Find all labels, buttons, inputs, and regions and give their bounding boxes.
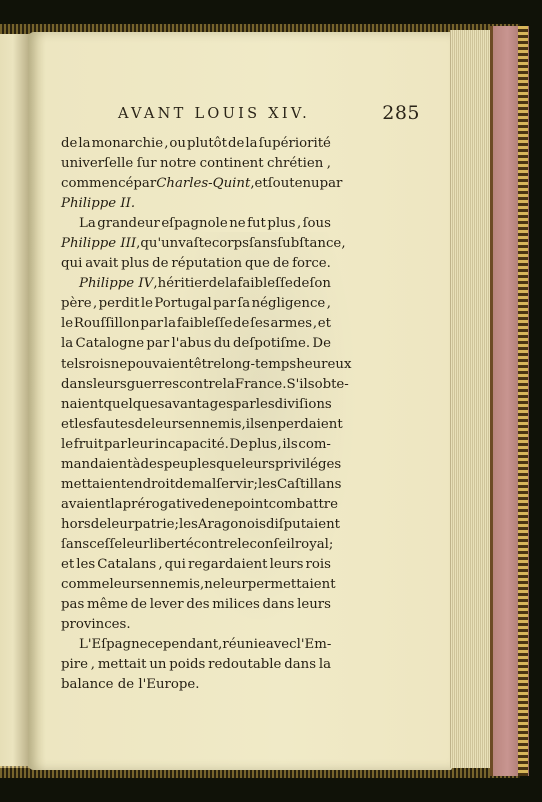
word: par — [232, 396, 256, 412]
word: liberté — [149, 536, 194, 552]
word: leurs — [109, 577, 144, 593]
word: combattre — [268, 496, 339, 512]
word: ils — [245, 416, 262, 432]
word: leurs — [297, 597, 331, 613]
word: regardaient — [188, 556, 268, 572]
word: à — [132, 456, 141, 472]
text-line — [61, 274, 331, 294]
word: , — [312, 316, 318, 332]
word: milices — [212, 597, 260, 613]
word: qui — [61, 256, 83, 272]
word: ſubſtance — [277, 236, 342, 252]
word: en — [126, 476, 143, 492]
word: ſervir — [216, 476, 254, 492]
word: droit — [142, 476, 176, 492]
text-line — [61, 355, 352, 375]
word: leurs — [269, 556, 304, 572]
word: qui — [164, 556, 186, 572]
word: diſputaient — [265, 516, 341, 532]
word: avaient — [61, 496, 111, 512]
word: monarchie — [91, 136, 164, 151]
word: par — [103, 436, 127, 452]
word: plutôt — [187, 136, 228, 151]
word: ſa — [237, 296, 251, 312]
italic-name: Charles-Quint — [156, 176, 251, 192]
word: eſpagnole — [161, 216, 228, 232]
word: Portugal — [154, 296, 212, 312]
word: prérogative — [122, 496, 202, 512]
word: la — [318, 657, 331, 673]
word: , — [250, 176, 255, 192]
word: conſeil — [249, 536, 295, 552]
text-line — [61, 575, 336, 595]
word: lever — [149, 597, 184, 613]
word: , — [277, 436, 282, 452]
word: leur — [107, 516, 135, 532]
word: leur — [122, 536, 150, 552]
italic-name: Philippe IV — [79, 276, 154, 292]
word: père — [61, 296, 92, 312]
word: et — [254, 176, 268, 192]
text-line — [61, 254, 331, 274]
text-line — [61, 415, 343, 435]
word: ſans — [61, 536, 90, 552]
word: avantages — [164, 396, 233, 412]
word: priviléges — [274, 456, 342, 472]
word: faibleſſe — [237, 276, 293, 292]
word: point — [233, 496, 269, 512]
word: le — [140, 296, 153, 312]
word: Catalogne — [75, 336, 145, 352]
word: dans — [262, 597, 295, 613]
word: tels — [61, 356, 86, 372]
text-line — [61, 194, 331, 214]
word: ne — [229, 216, 246, 232]
word: Rouſſillon — [73, 316, 140, 332]
word: plus — [267, 216, 296, 232]
word: l'Em- — [296, 637, 332, 653]
word: avait — [85, 256, 119, 272]
word: mettaient — [61, 476, 127, 492]
word: long-temps — [221, 356, 297, 372]
word: ennemis — [184, 416, 242, 432]
word: ceſſe — [89, 536, 123, 552]
word: Catalans — [97, 556, 157, 572]
word: mandaient — [61, 456, 133, 472]
body-text — [61, 134, 352, 695]
word: chrétien — [267, 156, 324, 172]
word: force. — [292, 256, 331, 272]
word: et — [61, 416, 75, 432]
word: , — [164, 136, 169, 151]
word: leur — [127, 436, 155, 452]
text-line — [61, 334, 331, 354]
word: la — [78, 136, 91, 151]
word: de — [272, 256, 290, 272]
word: fruit — [73, 436, 104, 452]
word: com- — [298, 436, 331, 452]
word: continent — [199, 156, 264, 172]
word: leurs — [151, 416, 185, 432]
text-line — [61, 154, 331, 174]
word: la — [163, 316, 177, 332]
word: leurs — [241, 456, 275, 472]
word: des — [186, 597, 210, 613]
word: grandeur — [97, 216, 160, 232]
word: la — [225, 276, 238, 292]
word: incapacité. — [155, 436, 229, 452]
word: par — [133, 176, 157, 192]
word: , — [218, 637, 223, 653]
word: armes — [270, 316, 313, 332]
text-line — [61, 595, 331, 615]
word: ſon — [309, 276, 331, 292]
word: de — [175, 476, 192, 492]
word: et — [317, 316, 331, 332]
word: De — [229, 436, 249, 452]
page-fore-edge — [450, 30, 493, 768]
word: poids — [169, 657, 206, 673]
text-line — [61, 134, 331, 154]
word: des — [140, 456, 164, 472]
word: réputation — [171, 256, 243, 272]
text-line — [61, 615, 331, 635]
word: diviſions — [274, 396, 332, 412]
text-line — [61, 455, 342, 475]
text-line — [61, 635, 331, 655]
word: par — [319, 176, 343, 192]
word: de — [201, 496, 218, 512]
word: , — [296, 216, 302, 232]
word: la — [110, 496, 123, 512]
word: l'abus — [171, 336, 212, 352]
page-header — [118, 104, 418, 128]
word: la — [222, 376, 235, 392]
text-line — [61, 655, 331, 675]
word: les — [258, 476, 277, 492]
word: fautes — [93, 416, 135, 432]
word: de — [208, 276, 226, 292]
text-line — [61, 675, 331, 695]
word: par — [213, 296, 236, 312]
word: heureux — [296, 356, 352, 372]
word: mettait — [97, 657, 147, 673]
word: notre — [160, 156, 197, 172]
word: perdit — [98, 296, 140, 312]
text-line — [61, 435, 331, 455]
word: cependant — [147, 637, 219, 653]
word: ne — [217, 496, 234, 512]
italic-name: Philippe II. — [61, 196, 136, 212]
text-line — [61, 174, 343, 194]
word: que — [244, 256, 270, 272]
word: hors — [61, 516, 91, 532]
text-line — [61, 214, 331, 234]
word: de — [61, 136, 78, 151]
word: que — [216, 456, 242, 472]
word: , — [158, 556, 163, 572]
italic-name: Philippe III — [61, 236, 137, 252]
word: , — [326, 156, 331, 172]
word: leurs — [92, 376, 127, 392]
word: réunie — [222, 637, 266, 653]
word: ; — [328, 536, 334, 552]
word: ne — [204, 577, 221, 593]
word: , — [241, 416, 246, 432]
word: en — [261, 416, 278, 432]
word: le — [61, 436, 74, 452]
word: ne — [110, 356, 128, 372]
word: ſupériorité — [258, 136, 331, 151]
word: mal — [191, 476, 217, 492]
text-line — [61, 395, 331, 415]
word: , — [153, 276, 158, 292]
word: négligence — [251, 296, 326, 312]
running-title: AVANT LOUIS XIV. — [118, 106, 311, 122]
word: les — [178, 516, 198, 532]
word: dans — [284, 657, 317, 673]
word: fut — [247, 216, 266, 232]
word: , — [90, 657, 96, 673]
word: par — [140, 316, 164, 332]
line-text: provinces. — [61, 617, 131, 633]
word: corps — [211, 236, 249, 252]
word: pas — [61, 597, 85, 613]
word: naient — [61, 396, 104, 412]
word: rois — [305, 556, 331, 572]
word: la — [61, 336, 74, 352]
word: de — [233, 316, 250, 332]
word: pouvaient — [127, 356, 194, 372]
word: , — [341, 236, 346, 252]
word: de — [152, 256, 169, 272]
word: vaſte — [178, 236, 212, 252]
word: De — [312, 336, 331, 352]
word: un — [149, 657, 167, 673]
word: du — [213, 336, 231, 352]
word: par — [146, 336, 170, 352]
word: univerſelle — [61, 156, 134, 172]
facing-page-edge — [0, 34, 30, 768]
word: leur — [220, 577, 248, 593]
word: guerres — [126, 376, 180, 392]
text-line — [61, 234, 346, 254]
text-line — [61, 294, 331, 314]
word: L'Eſpagne — [79, 637, 148, 653]
word: plus — [248, 436, 277, 452]
text-line — [61, 375, 349, 395]
word: ou — [169, 136, 186, 151]
word: contre — [193, 536, 238, 552]
word: quelques — [103, 396, 165, 412]
word: , — [93, 296, 98, 312]
page-number: 285 — [382, 102, 420, 124]
word: ; — [253, 476, 258, 492]
word: , — [326, 296, 331, 312]
word: et — [61, 556, 75, 572]
word: contre — [179, 376, 223, 392]
word: de — [292, 276, 310, 292]
text-line — [61, 495, 339, 515]
word: , — [136, 236, 141, 252]
word: le — [61, 316, 74, 332]
word: obte- — [314, 376, 349, 392]
word: Caſtillans — [276, 476, 342, 492]
word: la — [245, 136, 258, 151]
word: S'ils — [286, 376, 315, 392]
text-line — [61, 515, 341, 535]
text-line — [61, 314, 331, 334]
word: La — [79, 216, 96, 232]
word: ennemis — [143, 577, 200, 593]
word: rois — [85, 356, 111, 372]
word: même — [86, 597, 128, 613]
word: faibleſſe — [176, 316, 233, 332]
word: redoutable — [208, 657, 282, 673]
word: être — [193, 356, 222, 372]
word: de — [134, 416, 152, 432]
word: pire — [61, 657, 88, 673]
gilt-trim — [518, 26, 528, 776]
text-line — [61, 555, 331, 575]
word: le — [237, 536, 250, 552]
word: ſes — [250, 316, 270, 332]
word: Aragonois — [197, 516, 266, 532]
line-text: balance de l'Europe. — [61, 677, 200, 693]
word: les — [76, 556, 96, 572]
word: royal — [294, 536, 329, 552]
text-line — [61, 535, 334, 555]
word: de — [130, 597, 148, 613]
word: ſans — [248, 236, 278, 252]
word: qu'un — [140, 236, 179, 252]
word: de — [228, 136, 245, 151]
word: héritier — [157, 276, 209, 292]
word: ſoutenu — [267, 176, 320, 192]
word: deſpotiſme. — [233, 336, 311, 352]
word: ſur — [136, 156, 157, 172]
word: avec — [265, 637, 297, 653]
word: France. — [234, 376, 287, 392]
word: ſous — [302, 216, 331, 232]
word: les — [74, 416, 94, 432]
word: ils — [282, 436, 298, 452]
word: plus — [121, 256, 150, 272]
word: dans — [61, 376, 93, 392]
word: perdaient — [277, 416, 343, 432]
word: patrie — [134, 516, 175, 532]
word: , — [199, 577, 205, 593]
word: comme — [61, 577, 110, 593]
word: ; — [174, 516, 179, 532]
text-line — [61, 475, 342, 495]
word: commencé — [61, 176, 134, 192]
word: les — [255, 396, 275, 412]
word: permettaient — [247, 577, 336, 593]
word: peuples — [163, 456, 217, 472]
word: de — [90, 516, 108, 532]
